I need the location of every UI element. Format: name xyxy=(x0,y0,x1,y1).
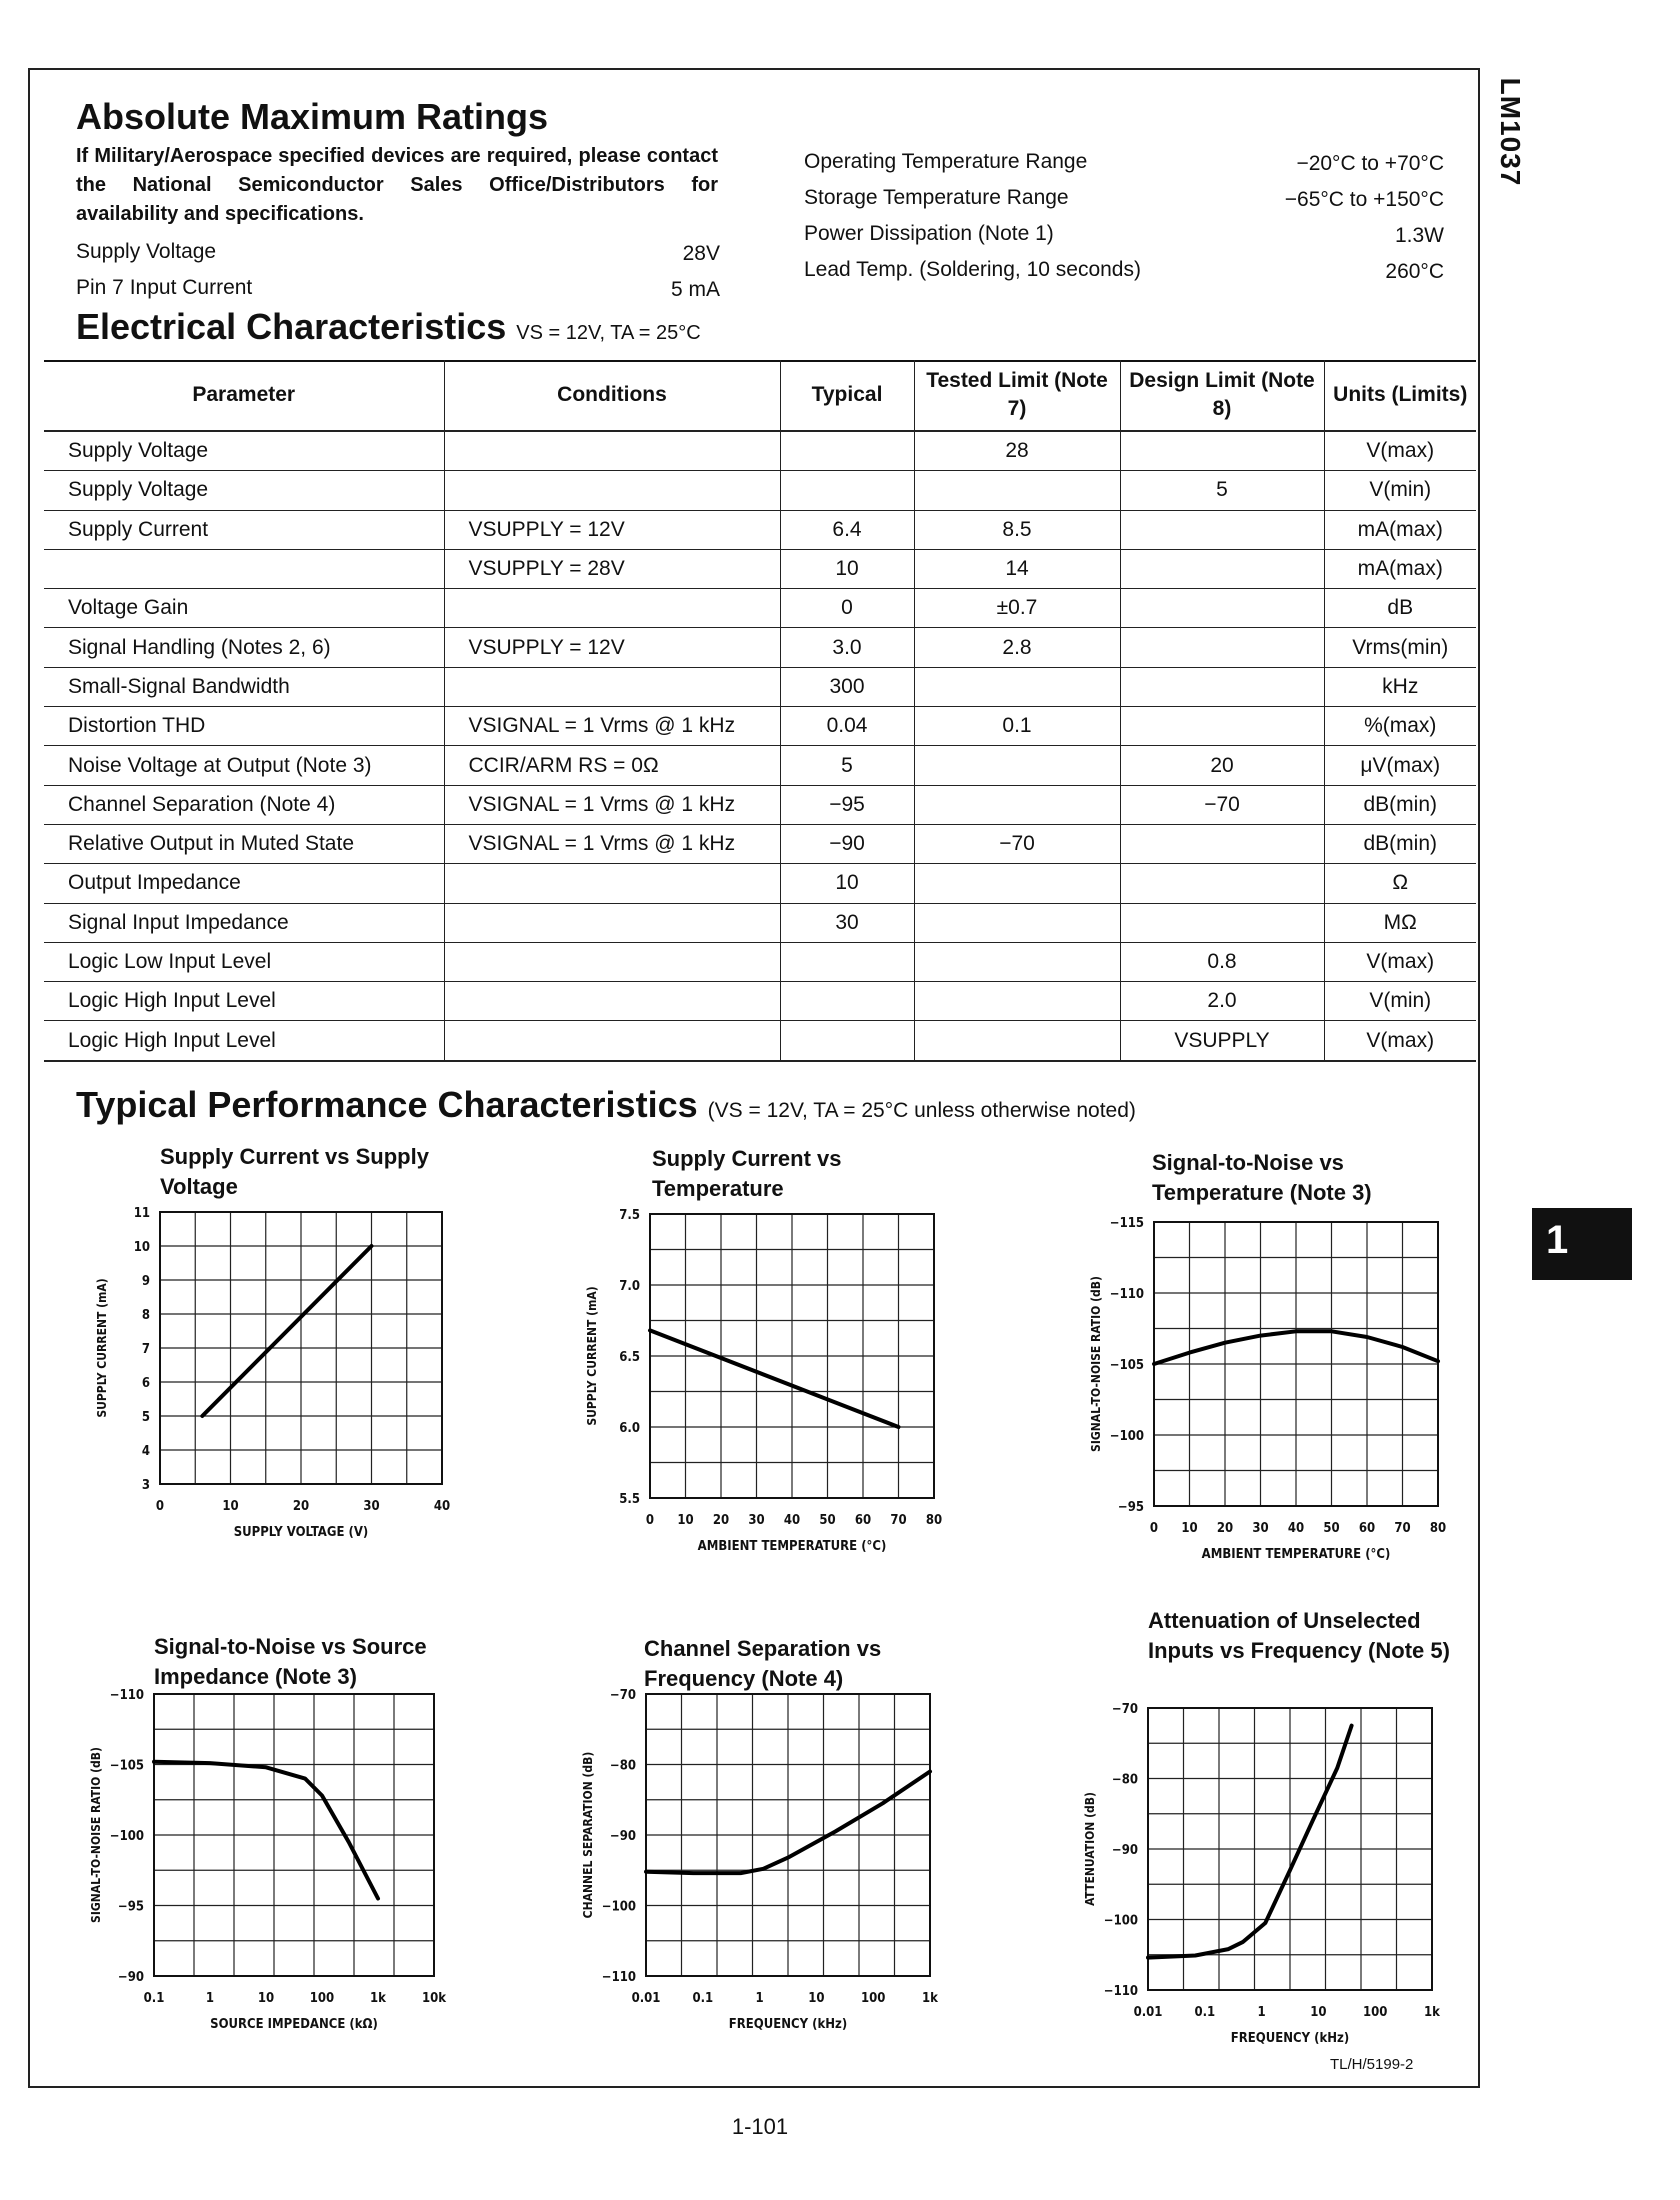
cell-design-limit: 5 xyxy=(1120,471,1324,510)
chart-1-y-tick-label: 11 xyxy=(133,1206,150,1221)
chart-1-x-tick-label: 10 xyxy=(222,1499,239,1514)
chart-4-x-tick-label: 0.1 xyxy=(143,1991,165,2006)
cell-parameter: Relative Output in Muted State xyxy=(44,824,444,863)
chart-title-6: Attenuation of Unselected Inputs vs Frequency (Note 5) xyxy=(1148,1608,1450,1663)
chart-5-x-tick-label: 0.1 xyxy=(692,1991,714,2006)
chart-6-y-tick-label: −100 xyxy=(1103,1913,1138,1929)
cell-parameter: Signal Handling (Notes 2, 6) xyxy=(44,628,444,667)
electrical-heading-text: Electrical Characteristics xyxy=(76,306,507,347)
cell-units: μV(max) xyxy=(1324,746,1476,785)
cell-units: dB xyxy=(1324,589,1476,628)
chart-2-x-tick-label: 10 xyxy=(677,1513,694,1528)
cell-parameter: Supply Current xyxy=(44,510,444,549)
chart-3-y-tick-label: −100 xyxy=(1109,1429,1144,1444)
amr-left-value-1: 5 mA xyxy=(670,278,720,301)
chart-4-x-axis-label: SOURCE IMPEDANCE (kΩ) xyxy=(210,2017,378,2032)
chart-6-series-line xyxy=(1148,1726,1352,1958)
chart-2-y-axis-label: SUPPLY CURRENT (mA) xyxy=(585,1286,599,1426)
cell-units: V(max) xyxy=(1324,431,1476,471)
chart-2-y-tick-label: 7.0 xyxy=(619,1279,640,1294)
chart-3-x-tick-label: 80 xyxy=(1429,1521,1447,1536)
chart-1-x-tick-label: 20 xyxy=(292,1499,310,1514)
chart-5-y-tick-label: −70 xyxy=(609,1688,636,1703)
cell-typical: 300 xyxy=(780,667,914,706)
chart-2-y-tick-label: 6.0 xyxy=(619,1421,640,1436)
cell-parameter: Logic High Input Level xyxy=(44,1021,444,1061)
cell-units: kHz xyxy=(1324,667,1476,706)
chart-6-x-tick-label: 100 xyxy=(1362,2005,1388,2020)
cell-typical: 10 xyxy=(780,549,914,588)
typical-performance-conditions: (VS = 12V, TA = 25°C unless otherwise noted) xyxy=(707,1099,1136,1122)
amr-right-label-1: Storage Temperature Range xyxy=(804,186,1069,209)
chart-2-x-tick-label: 40 xyxy=(783,1513,801,1528)
cell-parameter: Channel Separation (Note 4) xyxy=(44,785,444,824)
chart-3-x-tick-label: 10 xyxy=(1181,1521,1198,1536)
cell-typical: 10 xyxy=(780,864,914,903)
chart-3-x-tick-label: 30 xyxy=(1252,1521,1269,1536)
cell-typical: −90 xyxy=(780,824,914,863)
cell-tested-limit: 28 xyxy=(914,431,1120,471)
cell-typical: 6.4 xyxy=(780,510,914,549)
chart-5-y-axis-label: CHANNEL SEPARATION (dB) xyxy=(581,1751,595,1919)
cell-conditions: VSUPPLY = 28V xyxy=(444,549,780,588)
figure-id: TL/H/5199-2 xyxy=(1330,2056,1414,2073)
chart-2-x-tick-label: 50 xyxy=(819,1513,836,1528)
cell-units: dB(min) xyxy=(1324,785,1476,824)
chart-6-y-tick-label: −90 xyxy=(1111,1843,1138,1858)
chart-4-y-tick-label: −105 xyxy=(109,1758,144,1774)
chart-title-4: Signal-to-Noise vs Source Impedance (Note 3) xyxy=(154,1634,427,1689)
cell-conditions: CCIR/ARM RS = 0Ω xyxy=(444,746,780,785)
chart-3-x-axis-label: AMBIENT TEMPERATURE (°C) xyxy=(1201,1547,1391,1562)
chart-4-y-tick-label: −110 xyxy=(109,1688,144,1703)
cell-parameter: Logic High Input Level xyxy=(44,982,444,1021)
amr-right-value-1: −65°C to +150°C xyxy=(1284,188,1444,211)
chart-6-y-axis-label: ATTENUATION (dB) xyxy=(1083,1792,1097,1906)
cell-typical: 0 xyxy=(780,589,914,628)
cell-units: mA(max) xyxy=(1324,549,1476,588)
chart-3-x-tick-label: 50 xyxy=(1323,1521,1340,1536)
col-header-design-limit: Design Limit (Note 8) xyxy=(1120,360,1324,431)
cell-parameter: Output Impedance xyxy=(44,864,444,903)
chart-2-y-tick-label: 7.5 xyxy=(619,1208,640,1223)
cell-conditions: VSIGNAL = 1 Vrms @ 1 kHz xyxy=(444,785,780,824)
chart-2-x-tick-label: 70 xyxy=(890,1513,907,1528)
amr-right-label-3: Lead Temp. (Soldering, 10 seconds) xyxy=(804,258,1141,281)
cell-conditions: VSIGNAL = 1 Vrms @ 1 kHz xyxy=(444,707,780,746)
chart-6-y-tick-label: −80 xyxy=(1111,1772,1138,1788)
chart-1-y-tick-label: 6 xyxy=(141,1376,150,1391)
chart-5-x-tick-label: 1k xyxy=(922,1991,938,2006)
chart-3-x-tick-label: 0 xyxy=(1149,1521,1159,1536)
cell-units: V(max) xyxy=(1324,1021,1476,1061)
cell-units: Ω xyxy=(1324,864,1476,903)
cell-conditions: VSIGNAL = 1 Vrms @ 1 kHz xyxy=(444,824,780,863)
cell-parameter: Small-Signal Bandwidth xyxy=(44,667,444,706)
chart-title-1: Supply Current vs Supply Voltage xyxy=(160,1144,429,1199)
chart-6-x-tick-label: 10 xyxy=(1310,2005,1327,2020)
amr-right-value-2: 1.3W xyxy=(1394,224,1444,247)
cell-units: V(min) xyxy=(1324,471,1476,510)
chart-4-x-tick-label: 10 xyxy=(257,1991,275,2006)
chart-2-y-tick-label: 6.5 xyxy=(619,1350,640,1365)
cell-design-limit: 0.8 xyxy=(1120,942,1324,981)
cell-typical: 3.0 xyxy=(780,628,914,667)
chart-6-y-tick-label: −70 xyxy=(1111,1702,1138,1717)
cell-parameter: Distortion THD xyxy=(44,707,444,746)
chart-1-x-tick-label: 40 xyxy=(433,1499,451,1514)
chart-6-x-tick-label: 1 xyxy=(1257,2005,1266,2020)
cell-parameter: Logic Low Input Level xyxy=(44,942,444,981)
chart-6-x-tick-label: 0.1 xyxy=(1194,2005,1216,2020)
chart-1-y-axis-label: SUPPLY CURRENT (mA) xyxy=(95,1278,109,1418)
amr-right-label-2: Power Dissipation (Note 1) xyxy=(804,222,1054,245)
chart-6-x-tick-label: 1k xyxy=(1424,2005,1440,2020)
cell-typical: 5 xyxy=(780,746,914,785)
chart-1-series-line xyxy=(202,1246,371,1416)
chart-4-y-axis-label: SIGNAL-TO-NOISE RATIO (dB) xyxy=(89,1747,103,1923)
col-header-parameter: Parameter xyxy=(44,360,444,431)
chart-1-y-tick-label: 9 xyxy=(141,1274,150,1289)
cell-parameter: Signal Input Impedance xyxy=(44,903,444,942)
chart-3-y-tick-label: −105 xyxy=(1109,1358,1144,1373)
chart-5-x-tick-label: 0.01 xyxy=(631,1991,661,2006)
amr-right-value-0: −20°C to +70°C xyxy=(1296,152,1444,175)
electrical-conditions: VS = 12V, TA = 25°C xyxy=(516,322,701,344)
cell-conditions: VSUPPLY = 12V xyxy=(444,510,780,549)
col-header-tested-limit: Tested Limit (Note 7) xyxy=(914,360,1120,431)
chart-1-x-tick-label: 30 xyxy=(363,1499,380,1514)
chart-2-x-tick-label: 80 xyxy=(925,1513,943,1528)
cell-tested-limit: ±0.7 xyxy=(914,589,1120,628)
cell-units: dB(min) xyxy=(1324,824,1476,863)
col-header-typical: Typical xyxy=(780,360,914,431)
col-header-units: Units (Limits) xyxy=(1324,360,1476,431)
chart-2-y-tick-label: 5.5 xyxy=(619,1492,640,1507)
chart-2-series-line xyxy=(650,1330,899,1427)
chart-1-y-tick-label: 3 xyxy=(141,1478,150,1493)
chart-2-x-tick-label: 20 xyxy=(712,1513,730,1528)
chart-6-y-tick-label: −110 xyxy=(1103,1984,1138,1999)
cell-parameter: Supply Voltage xyxy=(44,471,444,510)
chart-5-x-axis-label: FREQUENCY (kHz) xyxy=(728,2017,848,2032)
cell-units: V(min) xyxy=(1324,982,1476,1021)
chart-1-x-axis-label: SUPPLY VOLTAGE (V) xyxy=(233,1525,369,1540)
cell-parameter: Voltage Gain xyxy=(44,589,444,628)
cell-units: MΩ xyxy=(1324,903,1476,942)
chart-3-x-tick-label: 20 xyxy=(1216,1521,1234,1536)
chart-5-y-tick-label: −110 xyxy=(601,1970,636,1985)
chart-4-y-tick-label: −100 xyxy=(109,1829,144,1844)
cell-design-limit: 20 xyxy=(1120,746,1324,785)
typical-performance-heading-text: Typical Performance Characteristics xyxy=(76,1084,698,1125)
page-number: 1-101 xyxy=(731,2114,789,2139)
chart-4-series-line xyxy=(154,1762,378,1899)
chart-title-2: Supply Current vs Temperature xyxy=(652,1146,842,1201)
chart-4-x-tick-label: 100 xyxy=(309,1991,335,2006)
chart-3-y-tick-label: −115 xyxy=(1109,1216,1144,1231)
amr-left-value-0: 28V xyxy=(682,242,720,265)
chart-5-y-tick-label: −100 xyxy=(601,1899,636,1915)
cell-typical: 30 xyxy=(780,903,914,942)
cell-typical: 0.04 xyxy=(780,707,914,746)
amr-left-label-1: Pin 7 Input Current xyxy=(76,276,253,299)
chart-5-x-tick-label: 100 xyxy=(860,1991,886,2006)
cell-design-limit: 2.0 xyxy=(1120,982,1324,1021)
amr-right-value-3: 260°C xyxy=(1385,260,1444,283)
chart-3-y-tick-label: −95 xyxy=(1117,1500,1144,1515)
cell-parameter: Noise Voltage at Output (Note 3) xyxy=(44,746,444,785)
cell-tested-limit: 8.5 xyxy=(914,510,1120,549)
chart-3-y-tick-label: −110 xyxy=(1109,1287,1144,1302)
chart-4-x-tick-label: 1 xyxy=(205,1991,215,2006)
chart-3-x-tick-label: 40 xyxy=(1287,1521,1305,1536)
amr-left-label-0: Supply Voltage xyxy=(76,240,217,263)
chart-2-x-tick-label: 30 xyxy=(748,1513,765,1528)
cell-tested-limit: 2.8 xyxy=(914,628,1120,667)
section-tab: 1 xyxy=(1532,1208,1632,1280)
cell-tested-limit: −70 xyxy=(914,824,1120,863)
chart-6-x-axis-label: FREQUENCY (kHz) xyxy=(1230,2031,1350,2046)
chart-2-x-tick-label: 60 xyxy=(854,1513,872,1528)
chart-3-y-axis-label: SIGNAL-TO-NOISE RATIO (dB) xyxy=(1089,1276,1103,1452)
cell-design-limit: VSUPPLY xyxy=(1120,1021,1324,1061)
cell-units: Vrms(min) xyxy=(1324,628,1476,667)
chart-6-x-tick-label: 0.01 xyxy=(1133,2005,1163,2020)
cell-units: V(max) xyxy=(1324,942,1476,981)
chart-5-y-tick-label: −80 xyxy=(609,1758,636,1774)
chart-1-y-tick-label: 8 xyxy=(141,1308,150,1323)
chart-1-y-tick-label: 7 xyxy=(141,1342,150,1357)
chart-1-y-tick-label: 10 xyxy=(133,1240,150,1255)
cell-design-limit: −70 xyxy=(1120,785,1324,824)
col-header-conditions: Conditions xyxy=(444,360,780,431)
cell-conditions: VSUPPLY = 12V xyxy=(444,628,780,667)
chart-4-y-tick-label: −90 xyxy=(117,1970,144,1985)
chart-3-x-tick-label: 70 xyxy=(1394,1521,1411,1536)
chart-1-y-tick-label: 5 xyxy=(141,1410,150,1425)
chart-title-5: Channel Separation vs Frequency (Note 4) xyxy=(644,1636,882,1691)
part-number-side-label: LM1037 xyxy=(1495,77,1526,187)
chart-2-x-tick-label: 0 xyxy=(645,1513,655,1528)
cell-units: %(max) xyxy=(1324,707,1476,746)
amr-right-label-0: Operating Temperature Range xyxy=(804,150,1088,173)
cell-tested-limit: 14 xyxy=(914,549,1120,588)
chart-5-y-tick-label: −90 xyxy=(609,1829,636,1844)
cell-typical: −95 xyxy=(780,785,914,824)
chart-1-y-tick-label: 4 xyxy=(141,1444,150,1459)
chart-1-x-tick-label: 0 xyxy=(155,1499,165,1514)
cell-tested-limit: 0.1 xyxy=(914,707,1120,746)
chart-5-x-tick-label: 1 xyxy=(755,1991,764,2006)
cell-parameter: Supply Voltage xyxy=(44,431,444,471)
chart-4-y-tick-label: −95 xyxy=(117,1899,144,1915)
chart-5-x-tick-label: 10 xyxy=(808,1991,825,2006)
chart-title-3: Signal-to-Noise vs Temperature (Note 3) xyxy=(1152,1150,1372,1205)
military-note: If Military/Aerospace specified devices are required, please contact the National Semiconductor Sales Office/Distributors for availability and specifications. xyxy=(76,145,718,225)
chart-3-x-tick-label: 60 xyxy=(1358,1521,1376,1536)
absolute-max-heading: Absolute Maximum Ratings xyxy=(76,96,549,137)
chart-2-x-axis-label: AMBIENT TEMPERATURE (°C) xyxy=(697,1539,887,1554)
cell-units: mA(max) xyxy=(1324,510,1476,549)
chart-4-x-tick-label: 1k xyxy=(370,1991,386,2006)
chart-4-x-tick-label: 10k xyxy=(421,1991,447,2006)
